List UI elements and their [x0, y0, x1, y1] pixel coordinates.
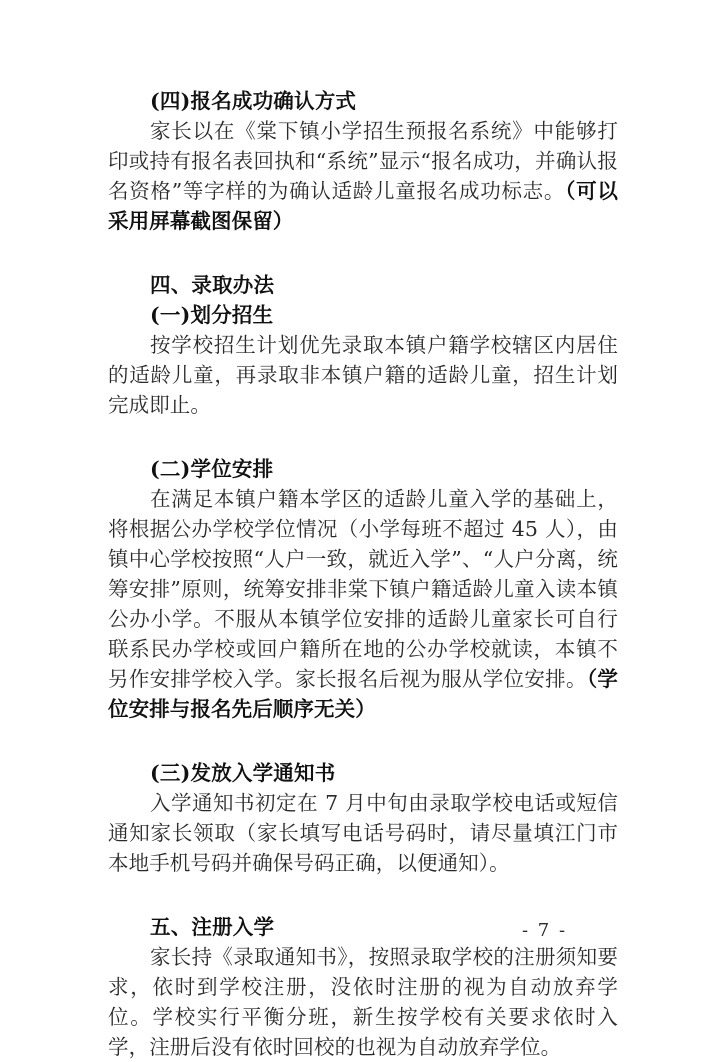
section-gap: [108, 420, 618, 454]
text-run: 按学校招生计划优先录取本镇户籍学校辖区内居住的适龄儿童，再录取非本镇户籍的适龄儿童，招生计划完成即止。: [108, 333, 618, 417]
text-run: 入学通知书初定在 7 月中旬由录取学校电话或短信通知家长领取（家长填写电话号码时，请尽量填江门市本地手机号码并确保号码正确，以便通知）。: [108, 791, 618, 875]
text-run: 在满足本镇户籍本学区的适龄儿童入学的基础上，将根据公办学校学位情况（小学每班不超过 45 人），由镇中心学校按照“人户一致，就近入学”、“人户分离，统筹安排”原则，统筹安排非棠下镇户籍适龄儿童入读本镇公办小学。不服从本镇学位安排的适龄儿童家长可自行联系民办学校或回户籍所在地的公办学校就读，本镇不另作安排学校入学。家长报名后视为服从学位安排。: [108, 487, 618, 691]
paragraph-registration-enrollment: [108, 942, 618, 1062]
emphasized-text-run: （学位安排与报名先后顺序无关）: [108, 667, 618, 721]
paragraph-registration-confirmation: [108, 116, 618, 236]
document-body: [108, 86, 618, 1062]
paragraph-zoned-enrollment: [108, 330, 618, 420]
emphasized-text-run: （可以采用屏幕截图保留）: [108, 179, 618, 233]
heading-registration-confirmation: (四)报名成功确认方式: [150, 89, 357, 113]
text-run: 家长以在《棠下镇小学招生预报名系统》中能够打印或持有报名表回执和“系统”显示“报名成功，并确认报名资格”等字样的为确认适龄儿童报名成功标志。: [108, 119, 618, 203]
page-number-footer: [0, 920, 724, 941]
text-run: 家长持《录取通知书》，按照录取学校的注册须知要求，依时到学校注册，没依时注册的视为自动放弃学位。学校实行平衡分班，新生按学校有关要求依时入学，注册后没有依时回校的也视为自动放弃学位。: [108, 945, 618, 1059]
paragraph-seat-allocation: [108, 484, 618, 724]
section-gap: [108, 236, 618, 270]
heading-seat-allocation: (二)学位安排: [150, 457, 274, 481]
section-gap: [108, 724, 618, 758]
section-gap: [108, 878, 618, 912]
heading-admission-notice: (三)发放入学通知书: [150, 761, 336, 785]
paragraph-admission-notice: [108, 788, 618, 878]
heading-registration-enrollment: 五、注册入学: [150, 915, 275, 939]
heading-admission-methods: 四、录取办法: [150, 273, 275, 297]
heading-zoned-enrollment: (一)划分招生: [150, 303, 274, 327]
page-number-label: - 7 -: [521, 920, 568, 941]
